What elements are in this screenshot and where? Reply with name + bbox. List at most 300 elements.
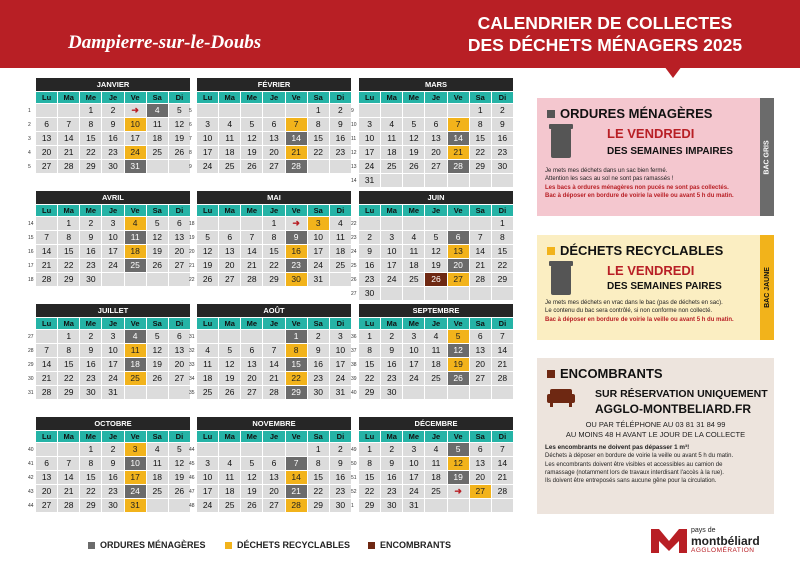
day-cell: 8 [359,457,380,470]
day-cell: 24 [308,259,329,272]
week-number: 22 [189,277,195,283]
day-cell: 27 [219,273,240,286]
month-name: DÉCEMBRE [359,417,513,430]
weekday-label: Me [80,431,101,442]
day-cell: 28 [470,273,491,286]
day-cell: 12 [448,344,469,357]
week-number: 14 [351,178,357,184]
week-number: 24 [351,249,357,255]
day-cell: 4 [381,118,402,131]
empty-cell [448,174,469,187]
week-number: 19 [189,235,195,241]
day-cell: 2 [102,443,123,456]
day-cell: 7 [241,231,262,244]
day-cell: 7 [263,344,284,357]
day-cell: 17 [381,259,402,272]
week-number: 1 [351,503,354,509]
weekday-label: Sa [470,92,491,103]
empty-cell [448,217,469,230]
month-1 [36,78,190,173]
day-cell: 25 [219,160,240,173]
week-number: 11 [351,136,357,142]
logo-line-2: montbéliard [691,534,760,548]
day-cell: 9 [102,457,123,470]
weekday-label: Me [403,318,424,329]
banner-pointer [664,66,682,78]
day-cell: 8 [80,118,101,131]
empty-cell [492,499,513,512]
week-number: 31 [189,334,195,340]
day-cell: 5 [147,217,168,230]
weekday-label: Sa [308,431,329,442]
empty-cell [403,217,424,230]
weekday-label: Ve [448,318,469,329]
day-cell: 10 [197,132,218,145]
week-number: 22 [351,221,357,227]
empty-cell [425,499,446,512]
month-8 [197,304,351,399]
reservation-line: SUR RÉSERVATION UNIQUEMENT [595,388,768,400]
empty-cell [241,330,262,343]
day-cell: 20 [263,485,284,498]
day-cell: 4 [330,217,351,230]
day-cell: 13 [36,471,57,484]
website-link[interactable]: AGGLO-MONTBELIARD.FR [595,402,751,416]
day-cell: 11 [197,358,218,371]
weekday-label: Sa [470,205,491,216]
weekday-label: Di [492,205,513,216]
day-cell: 11 [125,231,146,244]
encombrants-rule: ramassage (notamment lors de travaux interdisant l'accès à la rue). [545,469,724,476]
empty-cell [263,330,284,343]
day-cell: 13 [263,471,284,484]
weekday-label: Je [263,318,284,329]
day-cell: 18 [147,132,168,145]
day-cell: 21 [286,485,307,498]
weekday-label: Sa [147,205,168,216]
week-number: 44 [189,447,195,453]
day-cell: 3 [308,217,329,230]
empty-cell [381,217,402,230]
day-cell: 22 [308,485,329,498]
day-cell: 27 [263,499,284,512]
day-cell: 26 [241,160,262,173]
phone-info [537,420,774,439]
day-cell: 20 [263,146,284,159]
empty-cell [241,217,262,230]
day-cell: 6 [470,443,491,456]
day-cell: 10 [308,231,329,244]
legend-encombrants [368,540,451,550]
empty-cell [169,160,190,173]
week-number: 31 [28,390,34,396]
day-grid [36,330,190,399]
week-number: 20 [189,249,195,255]
week-number: 14 [28,221,34,227]
day-cell: 7 [492,330,513,343]
weekday-label: Sa [147,92,168,103]
day-cell: 7 [448,118,469,131]
month-11 [197,417,351,512]
day-cell: 21 [241,259,262,272]
empty-cell [330,160,351,173]
day-cell: 11 [425,457,446,470]
day-cell: 27 [425,160,446,173]
empty-cell [470,287,491,300]
weekday-label: Ma [219,205,240,216]
day-cell: 18 [425,358,446,371]
day-cell: 9 [286,231,307,244]
day-cell: 11 [330,231,351,244]
week-number: 3 [28,136,31,142]
day-cell: 23 [308,372,329,385]
week-number: 18 [189,221,195,227]
empty-cell [448,287,469,300]
week-number: 7 [189,136,192,142]
day-cell: 5 [169,443,190,456]
day-cell: 2 [330,443,351,456]
empty-cell [169,386,190,399]
week-number: 49 [351,447,357,453]
empty-cell [36,104,57,117]
day-cell: 19 [197,259,218,272]
month-name: MARS [359,78,513,91]
day-cell: 10 [359,132,380,145]
day-cell: 16 [102,471,123,484]
day-cell: 27 [36,160,57,173]
day-cell: 22 [308,146,329,159]
yellow-square-icon [225,542,232,549]
day-cell: 29 [263,273,284,286]
day-cell: 2 [381,330,402,343]
day-cell: 15 [80,471,101,484]
day-cell: 3 [403,443,424,456]
weekday-label: Je [102,318,123,329]
day-grid [197,443,351,512]
week-number: 50 [351,461,357,467]
phone-line: OU PAR TÉLÉPHONE AU 03 81 31 84 99 [585,420,726,429]
week-number: 52 [351,489,357,495]
day-cell: 11 [125,344,146,357]
day-cell: 19 [448,471,469,484]
weekday-label: Ve [286,92,307,103]
weekday-label: Di [330,431,351,442]
day-cell: 5 [241,457,262,470]
weekday-label: Ma [58,205,79,216]
day-cell: 14 [36,358,57,371]
empty-cell [125,386,146,399]
day-cell: 19 [169,471,190,484]
day-cell: 5 [197,231,218,244]
day-cell: 22 [263,259,284,272]
day-cell: 18 [403,259,424,272]
month-name: FÉVRIER [197,78,351,91]
day-cell: 10 [197,471,218,484]
week-number: 2 [28,122,31,128]
day-cell: 1 [308,443,329,456]
empty-cell [102,273,123,286]
day-cell: 20 [241,372,262,385]
day-cell: 8 [308,457,329,470]
day-cell: 17 [330,358,351,371]
day-cell: 15 [308,471,329,484]
day-cell: 30 [359,287,380,300]
day-cell: 13 [263,132,284,145]
weekday-label: Je [425,92,446,103]
day-cell: 11 [219,132,240,145]
day-cell: 15 [263,245,284,258]
day-cell: 27 [470,372,491,385]
weekday-label: Me [403,205,424,216]
weekday-label: Lu [197,205,218,216]
ordures-title: ORDURES MÉNAGÈRES [560,106,713,121]
empty-cell [492,287,513,300]
day-cell: 19 [147,358,168,371]
recyclables-square-icon [547,247,555,255]
empty-cell [197,217,218,230]
weekday-label: Lu [359,318,380,329]
day-cell: 7 [36,344,57,357]
empty-cell [197,443,218,456]
day-cell: 7 [36,231,57,244]
month-9 [359,304,513,399]
ordures-heading [547,106,712,121]
day-cell: 10 [102,231,123,244]
day-cell: 13 [470,457,491,470]
day-cell: 5 [241,118,262,131]
weekday-label: Lu [197,431,218,442]
day-grid [36,443,190,512]
day-cell: 24 [330,372,351,385]
weekday-label: Lu [359,205,380,216]
day-grid [197,217,351,286]
day-cell: 18 [125,358,146,371]
day-cell: 14 [241,245,262,258]
empty-cell [219,104,240,117]
week-number: 5 [189,108,192,114]
day-cell: 26 [403,160,424,173]
day-cell: 3 [381,231,402,244]
weekday-label: Ve [125,318,146,329]
weekday-label: Lu [359,431,380,442]
day-cell: 26 [448,372,469,385]
weekday-label: Sa [308,205,329,216]
day-cell: 21 [448,146,469,159]
weekday-label: Ve [448,431,469,442]
weekday-label: Ve [125,92,146,103]
day-cell: 28 [492,485,513,498]
day-cell: 26 [169,485,190,498]
empty-cell [425,174,446,187]
day-cell: 17 [125,132,146,145]
title-line-2: DES DÉCHETS MÉNAGERS 2025 [467,35,743,55]
day-cell: 24 [403,372,424,385]
empty-cell [403,104,424,117]
week-number: 47 [189,489,195,495]
day-cell: 6 [448,231,469,244]
empty-cell [147,499,168,512]
weekday-label: Sa [147,431,168,442]
weekday-label: Lu [36,92,57,103]
day-cell: 22 [58,259,79,272]
month-name: OCTOBRE [36,417,190,430]
day-cell: 15 [492,245,513,258]
weekday-label: Je [263,431,284,442]
weekday-label: Ma [381,92,402,103]
week-number: 9 [189,164,192,170]
day-cell: 26 [219,386,240,399]
empty-cell [241,104,262,117]
month-name: SEPTEMBRE [359,304,513,317]
weekday-label: Sa [470,431,491,442]
day-cell: 19 [219,372,240,385]
empty-cell [492,174,513,187]
day-cell: 22 [359,485,380,498]
delay-line: AU MOINS 48 H AVANT LE JOUR DE LA COLLECTE [565,429,746,439]
day-cell: 29 [359,386,380,399]
day-cell: 30 [381,386,402,399]
day-cell: 30 [492,160,513,173]
day-cell: 31 [125,160,146,173]
empty-cell [470,386,491,399]
day-cell: 29 [58,273,79,286]
day-grid [359,104,513,187]
day-cell: 20 [425,146,446,159]
day-grid [36,104,190,173]
empty-cell [241,443,262,456]
weekday-label: Ma [219,92,240,103]
ordures-panel [537,98,774,216]
day-cell: 14 [470,245,491,258]
day-cell: 26 [147,372,168,385]
month-2 [197,78,351,173]
day-cell: 19 [147,245,168,258]
day-cell: 18 [219,485,240,498]
day-cell: 28 [448,160,469,173]
day-cell: 24 [102,372,123,385]
day-cell: 14 [286,471,307,484]
day-cell: 8 [492,231,513,244]
week-number: 44 [28,503,34,509]
week-number: 28 [28,348,34,354]
day-cell: 8 [308,118,329,131]
day-cell: 29 [58,386,79,399]
legend-ordures-label: ORDURES MÉNAGÈRES [100,540,206,550]
day-cell: 12 [448,457,469,470]
empty-cell [219,330,240,343]
day-cell: 28 [286,499,307,512]
day-cell: 17 [197,146,218,159]
day-cell: 22 [359,372,380,385]
day-cell: 13 [36,132,57,145]
ordures-day: LE VENDREDI [607,126,695,141]
day-cell: 13 [219,245,240,258]
day-cell: 19 [169,132,190,145]
weekday-label: Me [241,431,262,442]
day-cell: 14 [58,471,79,484]
weekday-label: Di [330,92,351,103]
day-grid [359,443,513,512]
day-cell: 24 [197,499,218,512]
empty-cell [36,443,57,456]
ordures-rule: Attention les sacs au sol ne sont pas ramassés ! [545,176,674,183]
day-cell: 6 [241,344,262,357]
weekday-label: Sa [470,318,491,329]
day-cell: 29 [492,273,513,286]
day-cell: 17 [197,485,218,498]
day-cell: 7 [470,231,491,244]
encombrants-rule: Déchets à déposer en bordure de voirie la veille ou avant 5 h du matin. [545,453,734,460]
day-cell: 17 [125,471,146,484]
weekday-label: Je [425,431,446,442]
day-cell: 15 [359,471,380,484]
day-cell: 12 [425,245,446,258]
day-cell: 28 [241,273,262,286]
week-number: 27 [28,334,34,340]
week-number: 38 [351,362,357,368]
day-cell: 29 [80,160,101,173]
legend-recyclables [225,540,350,550]
day-cell: 4 [219,118,240,131]
day-cell: 6 [36,118,57,131]
day-cell: 13 [241,358,262,371]
week-number: 30 [28,376,34,382]
week-number: 23 [351,235,357,241]
day-cell: 27 [470,485,491,498]
agglomeration-logo [651,527,771,555]
bac-gris-tab [760,98,774,216]
encombrants-square-icon [547,370,555,378]
month-10 [36,417,190,512]
week-number: 41 [28,461,34,467]
day-cell: 16 [286,245,307,258]
day-cell: 12 [241,471,262,484]
shift-arrow-icon: ➜ [125,104,146,117]
weekday-label: Ve [286,205,307,216]
day-cell: 28 [58,499,79,512]
day-cell: 9 [330,118,351,131]
day-cell: 27 [169,259,190,272]
weekday-label: Me [241,205,262,216]
empty-cell [263,443,284,456]
day-cell: 7 [286,457,307,470]
empty-cell [147,386,168,399]
day-cell: 24 [403,485,424,498]
weekday-label: Ma [381,318,402,329]
day-cell: 11 [381,132,402,145]
month-3 [359,78,513,187]
week-number: 1 [28,108,31,114]
day-cell: 20 [169,245,190,258]
day-cell: 19 [425,259,446,272]
weekday-label: Ma [219,318,240,329]
weekday-label: Ma [58,318,79,329]
encombrants-rule: Les encombrants doivent être visibles et accessibles au camion de [545,461,723,468]
page-title [440,12,770,56]
empty-cell [147,160,168,173]
day-cell: 24 [197,160,218,173]
weekday-label: Ve [286,318,307,329]
day-cell: 10 [381,245,402,258]
day-cell: 21 [36,372,57,385]
weekday-label: Sa [308,318,329,329]
day-cell: 23 [286,259,307,272]
day-cell: 22 [492,259,513,272]
day-cell: 21 [492,358,513,371]
day-cell: 17 [308,245,329,258]
day-cell: 22 [80,485,101,498]
day-cell: 12 [169,118,190,131]
